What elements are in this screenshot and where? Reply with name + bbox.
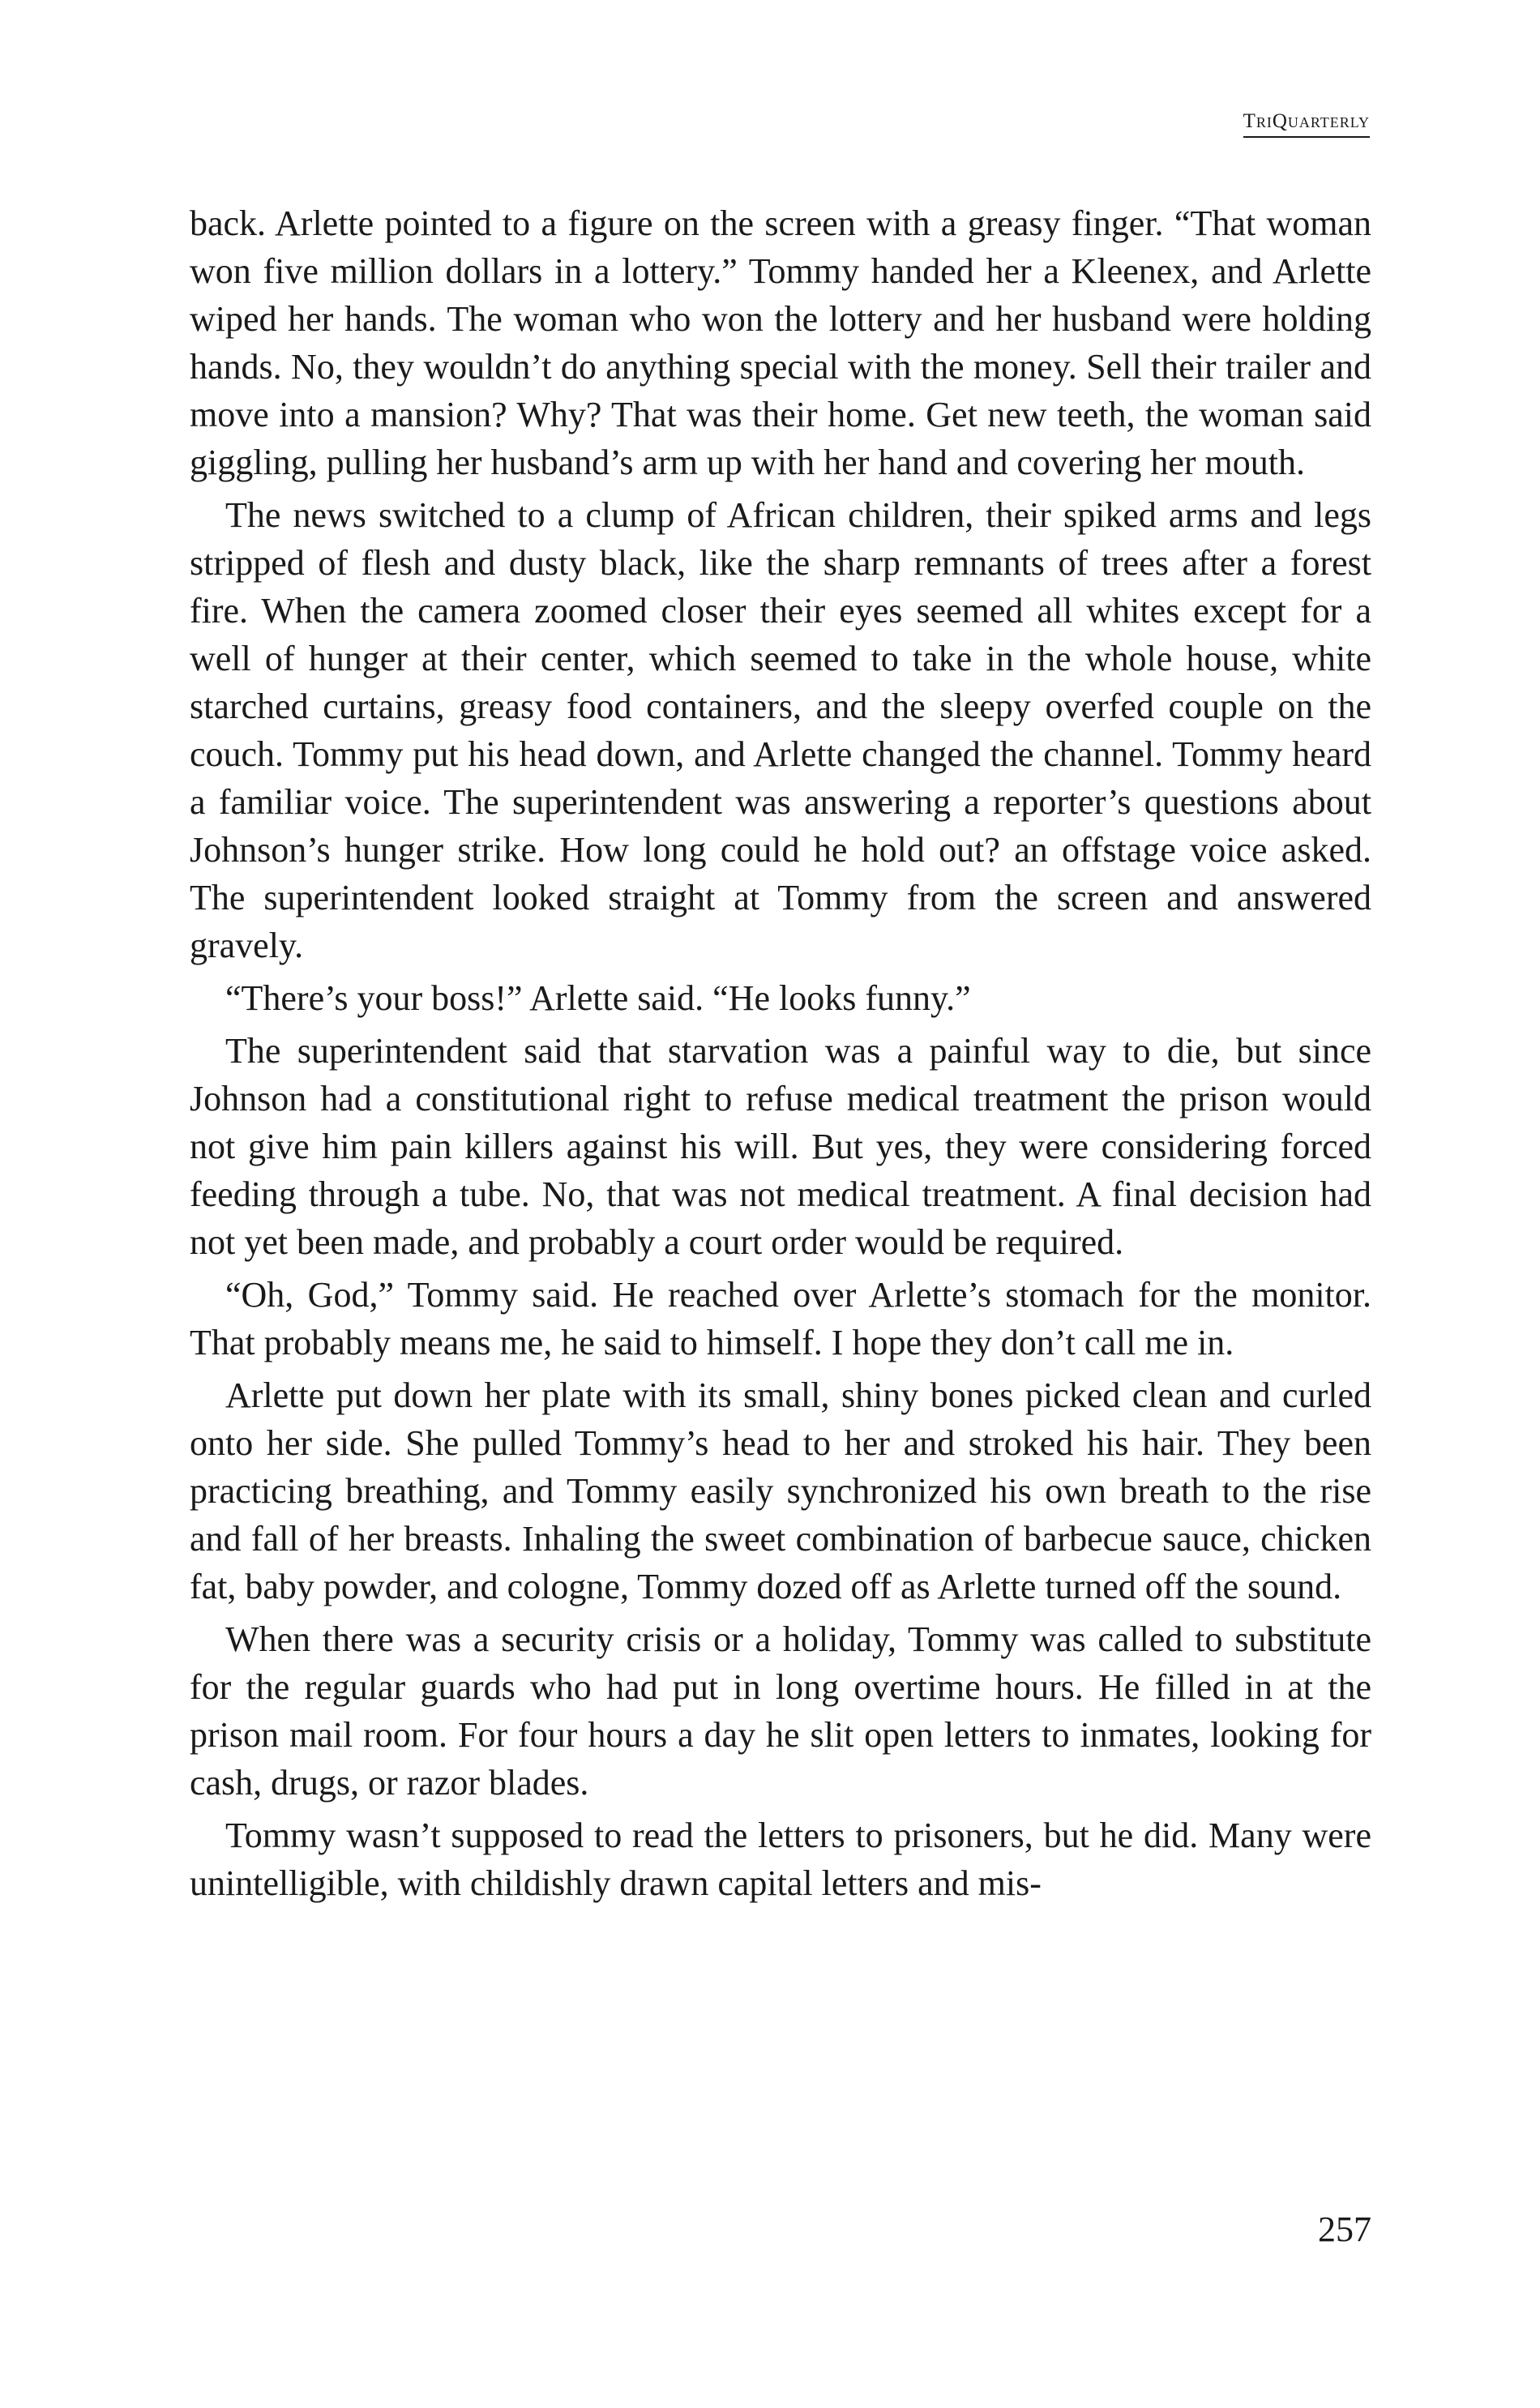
paragraph-5: “Oh, God,” Tommy said. He reached over Arlette’s stomach for the monitor. That probably means me, he said to himself. I hope they don’t call me in. — [190, 1275, 1371, 1362]
body-text — [190, 199, 1371, 1912]
paragraph-8: Tommy wasn’t supposed to read the letters to prisoners, but he did. Many were unintelligible, with childishly drawn capital letters and mis- — [190, 1816, 1371, 1903]
paragraph-3: “There’s your boss!” Arlette said. “He looks funny.” — [225, 978, 971, 1018]
paragraph-7: When there was a security crisis or a holiday, Tommy was called to substitute for the regular guards who had put in long overtime hours. He filled in at the prison mail room. For four hours a day he slit open letters to inmates, looking for cash, drugs, or razor blades. — [190, 1619, 1371, 1803]
paragraph-6: Arlette put down her plate with its small, shiny bones picked clean and curled onto her side. She pulled Tommy’s head to her and stroked his hair. They been practicing breathing, and Tommy easily synchronized his own breath to the rise and fall of her breasts. Inhaling the sweet combination of barbecue sauce, chicken fat, baby powder, and cologne, Tommy dozed off as Arlette turned off the sound. — [190, 1375, 1371, 1606]
page-number: 257 — [1318, 2209, 1371, 2249]
paragraph-1: back. Arlette pointed to a figure on the screen with a greasy finger. “That woman won five million dollars in a lottery.” Tommy handed her a Kleenex, and Arlette wiped her hands. The woman who won the lottery and her husband were holding hands. No, they wouldn’t do anything special with the money. Sell their trailer and move into a mansion? Why? That was their home. Get new teeth, the woman said giggling, pulling her husband’s arm up with her hand and covering her mouth. — [190, 203, 1371, 482]
paragraph-2: The news switched to a clump of African children, their spiked arms and legs stripped of flesh and dusty black, like the sharp remnants of trees after a forest fire. When the camera zoomed closer their eyes seemed all whites except for a well of hunger at their center, which seemed to take in the whole house, white starched curtains, greasy food containers, and the sleepy overfed couple on the couch. Tommy put his head down, and Arlette changed the channel. Tommy heard a familiar voice. The superintendent was answering a reporter’s questions about Johnson’s hunger strike. How long could he hold out? an offstage voice asked. The superintendent looked straight at Tommy from the screen and answered gravely. — [190, 495, 1371, 965]
paragraph-4: The superintendent said that starvation was a painful way to die, but since Johnson had a constitutional right to refuse medical treatment the prison would not give him pain killers against his will. But yes, they were considering forced feeding through a tube. No, that was not medical treatment. A final decision had not yet been made, and probably a court order would be required. — [190, 1031, 1371, 1262]
running-head: TriQuarterly — [1243, 110, 1370, 138]
